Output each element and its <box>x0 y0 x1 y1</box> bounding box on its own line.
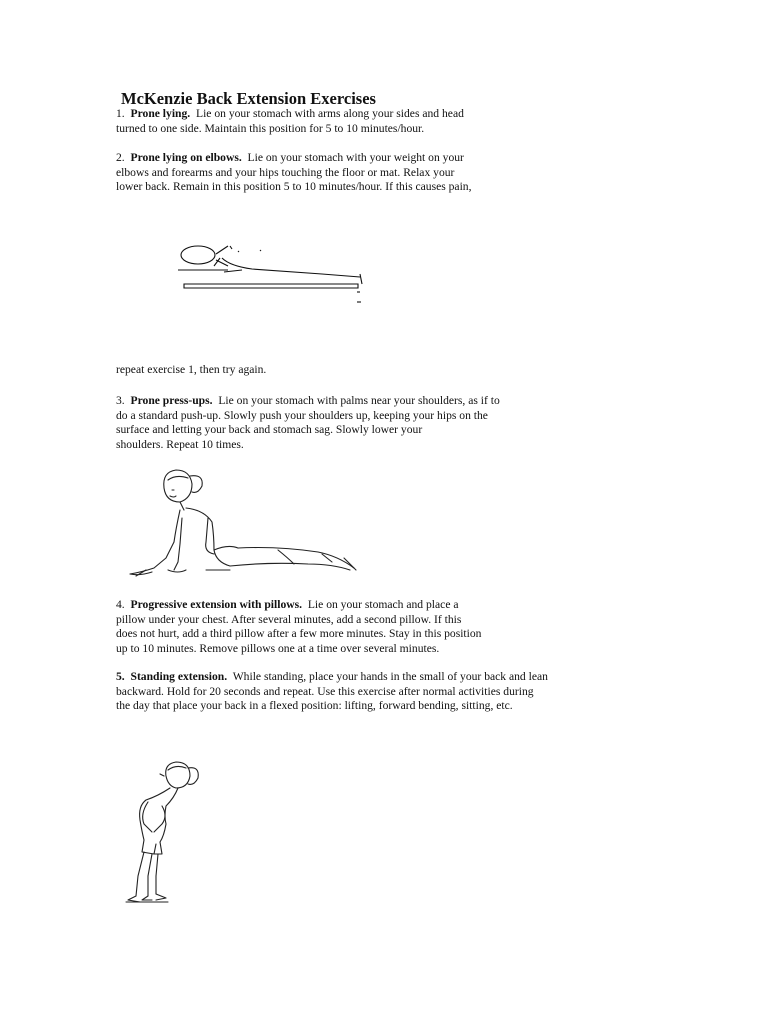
exercise-1-first-line <box>116 107 636 122</box>
prone-press-up-drawing <box>118 458 368 588</box>
exercise-heading: Prone lying. <box>130 107 191 120</box>
exercise-1 <box>116 107 636 136</box>
exercise-text: does not hurt, add a third pillow after a few more minutes. Stay in this position <box>116 627 482 641</box>
prone-on-elbows-figure <box>172 238 372 308</box>
exercise-text: repeat exercise 1, then try again. <box>116 363 267 376</box>
exercise-4-first-line <box>116 598 636 613</box>
exercise-number: 1. <box>116 107 125 120</box>
prone-press-up-figure <box>118 458 368 588</box>
exercise-text: Lie on your stomach with palms near your shoulders, as if to <box>218 394 500 407</box>
exercise-text: lower back. Remain in this position 5 to 10 minutes/hour. If this causes pain, <box>116 180 472 194</box>
exercise-2 <box>116 151 636 195</box>
exercise-3-first-line <box>116 394 636 409</box>
exercise-text: Lie on your stomach with your weight on your <box>247 151 464 164</box>
exercise-number: 5. <box>116 670 125 683</box>
exercise-number: 4. <box>116 598 125 611</box>
exercise-text: shoulders. Repeat 10 times. <box>116 437 244 451</box>
exercise-heading: Prone lying on elbows. <box>130 151 242 164</box>
exercise-text: do a standard push-up. Slowly push your shoulders up, keeping your hips on the <box>116 408 488 422</box>
exercise-text: turned to one side. Maintain this position for 5 to 10 minutes/hour. <box>116 121 425 135</box>
exercise-text: backward. Hold for 20 seconds and repeat. Use this exercise after normal activities during <box>116 684 534 698</box>
exercise-text: Lie on your stomach and place a <box>307 598 459 611</box>
standing-extension-drawing <box>118 740 208 910</box>
exercise-text: elbows and forearms and your hips touching the floor or mat. Relax your <box>116 165 455 179</box>
exercise-heading: Standing extension. <box>130 670 228 683</box>
exercise-text: Lie on your stomach with arms along your sides and head <box>196 107 464 120</box>
exercise-text: pillow under your chest. After several minutes, add a second pillow. If this <box>116 612 462 626</box>
exercise-number: 2. <box>116 151 125 164</box>
exercise-text: the day that place your back in a flexed position: lifting, forward bending, sitting, etc. <box>116 699 513 713</box>
exercise-text: up to 10 minutes. Remove pillows one at a time over several minutes. <box>116 641 440 655</box>
exercise-2-continuation <box>116 363 636 378</box>
prone-on-elbows-drawing <box>172 238 372 308</box>
exercise-heading: Progressive extension with pillows. <box>130 598 303 611</box>
exercise-text: While standing, place your hands in the small of your back and lean <box>232 670 548 683</box>
exercise-text: surface and letting your back and stomach sag. Slowly lower your <box>116 423 423 437</box>
exercise-heading: Prone press-ups. <box>130 394 213 407</box>
exercise-3 <box>116 394 636 452</box>
exercise-5-first-line <box>116 670 636 685</box>
standing-extension-figure <box>118 740 208 910</box>
exercise-4 <box>116 598 636 656</box>
exercise-2-first-line <box>116 151 636 166</box>
exercise-5 <box>116 670 636 714</box>
exercise-number: 3. <box>116 394 125 407</box>
document-title: McKenzie Back Extension Exercises <box>121 89 376 108</box>
